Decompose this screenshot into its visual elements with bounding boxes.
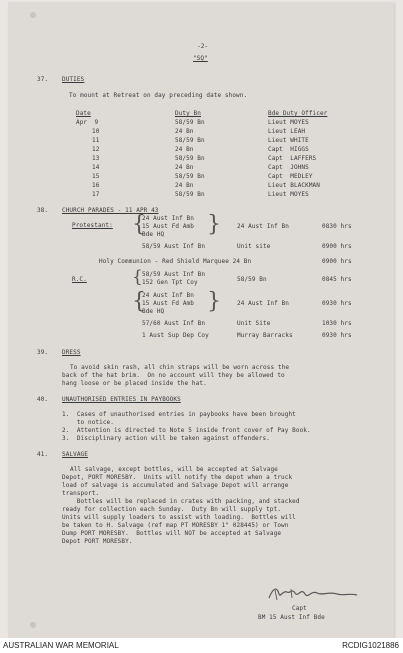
roster-date: 10 xyxy=(92,128,100,135)
parade-time: 1030 hrs xyxy=(322,320,352,327)
parade-time: 0900 hrs xyxy=(322,258,352,265)
parade-time: 0900 hrs xyxy=(322,243,352,250)
unit-name: 57/60 Aust Inf Bn xyxy=(142,320,206,327)
roster-officer: Lieut MOYES xyxy=(268,191,309,198)
roster-bn: 24 Bn xyxy=(175,146,194,153)
unit-name: 15 Aust Fd Amb xyxy=(142,223,194,230)
parade-location: Unit site xyxy=(237,243,271,250)
parade-location: Murray Barracks xyxy=(237,332,293,339)
brace-right: } xyxy=(207,212,221,237)
parade-time: 0930 hrs xyxy=(322,332,352,339)
brace-left: { xyxy=(132,289,146,314)
paragraph-line: be taken to H. Salvage (ref map PT MORESBY 1" 028445) or Town xyxy=(62,522,289,529)
unit-name: 58/59 Aust Inf Bn xyxy=(142,243,206,250)
paragraph-line: To avoid skin rash, all chin straps will be worn across the xyxy=(70,364,290,371)
column-header-duty-bn: Duty Bn xyxy=(175,110,201,117)
paragraph-line: ready for collection each Sunday. Duty Bn will supply tpt. xyxy=(62,506,282,513)
paragraph-line: 1. Cases of unauthorised entries in paybooks have been brought xyxy=(62,411,296,418)
brace-left: { xyxy=(132,212,146,237)
unit-name: 1 Aust Sup Dep Coy xyxy=(142,332,209,339)
brace-left: { xyxy=(132,267,143,287)
unit-name: 24 Aust Inf Bn xyxy=(142,215,194,222)
punch-hole xyxy=(30,12,36,18)
roster-bn: 58/59 Bn xyxy=(175,191,205,198)
roster-date: 12 xyxy=(92,146,100,153)
roster-bn: 58/59 Bn xyxy=(175,137,205,144)
roster-officer: Lieut MOYES xyxy=(268,119,309,126)
parade-time: 0845 hrs xyxy=(322,276,352,283)
section-title: UNAUTHORISED ENTRIES IN PAYBOOKS xyxy=(62,396,181,403)
unit-name: 58/59 Aust Inf Bn xyxy=(142,271,206,278)
parade-location: 58/59 Bn xyxy=(237,276,267,283)
section-number: 38. xyxy=(37,207,49,214)
footer-id: RCDIG1021886 xyxy=(342,641,399,650)
paragraph-line: 3. Disciplinary action will be taken against offenders. xyxy=(62,435,270,442)
column-header-date: Date xyxy=(76,110,91,117)
section-number: 39. xyxy=(37,349,49,356)
paragraph-line: load of salvage is accumulated and Salvage Depot will arrange xyxy=(62,482,289,489)
unit-name: 15 Aust Fd Amb xyxy=(142,300,194,307)
section-title: SALVAGE xyxy=(62,451,88,458)
denomination-label: Protestant: xyxy=(72,222,113,229)
parade-location: Unit Site xyxy=(237,320,271,327)
roster-date: 15 xyxy=(92,173,100,180)
holy-communion: Holy Communion - Red Shield Marquee 24 Bn xyxy=(99,258,252,265)
roster-date: 11 xyxy=(92,137,100,144)
parade-time: 0930 hrs xyxy=(322,300,352,307)
roster-officer: Capt JOHNS xyxy=(268,164,309,171)
roster-officer: Capt LAFFERS xyxy=(268,155,317,162)
section-number: 40. xyxy=(37,396,49,403)
signature-appointment: BM 15 Aust Inf Bde xyxy=(258,614,325,621)
section-text: To mount at Retreat on day preceding date shown. xyxy=(69,92,248,99)
paragraph-line: Depot, PORT MORESBY. Units will notify the depot when a truck xyxy=(62,474,293,481)
roster-date: 13 xyxy=(92,155,100,162)
handwritten-signature xyxy=(265,584,360,602)
roster-officer: Lieut LEAH xyxy=(268,128,306,135)
roster-date: 14 xyxy=(92,164,100,171)
roster-bn: 58/59 Bn xyxy=(175,119,205,126)
parade-location: 24 Aust Inf Bn xyxy=(237,223,289,230)
roster-bn: 58/59 Bn xyxy=(175,173,205,180)
paragraph-line: Dump PORT MORESBY. Bottles will NOT be accepted at Salvage xyxy=(62,530,282,537)
unit-name: 24 Aust Inf Bn xyxy=(142,292,194,299)
parade-time: 0830 hrs xyxy=(322,223,352,230)
page-number: -2- xyxy=(197,43,209,50)
brace-right: } xyxy=(207,289,221,314)
roster-bn: 24 Bn xyxy=(175,182,194,189)
signature-rank: Capt xyxy=(292,605,307,612)
roster-bn: 24 Bn xyxy=(175,164,194,171)
paragraph-line: hang loose or be placed inside the hat. xyxy=(62,380,207,387)
paragraph-line: transport. xyxy=(62,490,100,497)
paragraph-line: 2. Attention is directed to Note 5 inside front cover of Pay Book. xyxy=(62,427,311,434)
section-title: DUTIES xyxy=(62,76,85,83)
roster-date: 16 xyxy=(92,182,100,189)
denomination-label: R.C. xyxy=(72,276,87,283)
section-number: 37. xyxy=(37,76,49,83)
archive-footer xyxy=(0,638,403,653)
paragraph-line: back of the hat brim. On no account will they be allowed to xyxy=(62,372,285,379)
roster-officer: Capt MEDLEY xyxy=(268,173,313,180)
punch-hole xyxy=(30,622,36,628)
column-header-officer: Bde Duty Officer xyxy=(268,110,328,117)
parade-location: 24 Aust Inf Bn xyxy=(237,300,289,307)
footer-source: AUSTRALIAN WAR MEMORIAL xyxy=(3,641,119,650)
roster-officer: Lieut BLACKMAN xyxy=(268,182,320,189)
paragraph-line: Depot PORT MORESBY. xyxy=(62,538,133,545)
section-title: CHURCH PARADES - 11 APR 43 xyxy=(62,207,159,214)
paragraph-line: Units will supply loaders to assist with loading. Bottles will xyxy=(62,514,296,521)
paragraph-line: All salvage, except bottles, will be accepted at Salvage xyxy=(70,466,278,473)
roster-bn: 58/59 Bn xyxy=(175,155,205,162)
paragraph-line: to notice. xyxy=(62,419,114,426)
secrecy-marking: "SQ" xyxy=(193,55,208,62)
unit-name: Bde HQ xyxy=(142,231,165,238)
section-number: 41. xyxy=(37,451,49,458)
roster-date: Apr 9 xyxy=(76,119,99,126)
roster-officer: Lieut WHITE xyxy=(268,137,309,144)
unit-name: Bde HQ xyxy=(142,308,165,315)
roster-bn: 24 Bn xyxy=(175,128,194,135)
section-title: DRESS xyxy=(62,349,81,356)
roster-date: 17 xyxy=(92,191,100,198)
roster-officer: Capt HIGGS xyxy=(268,146,309,153)
unit-name: 152 Gen Tpt Coy xyxy=(142,279,198,286)
paragraph-line: Bottles will be replaced in crates with packing, and stacked xyxy=(62,498,300,505)
